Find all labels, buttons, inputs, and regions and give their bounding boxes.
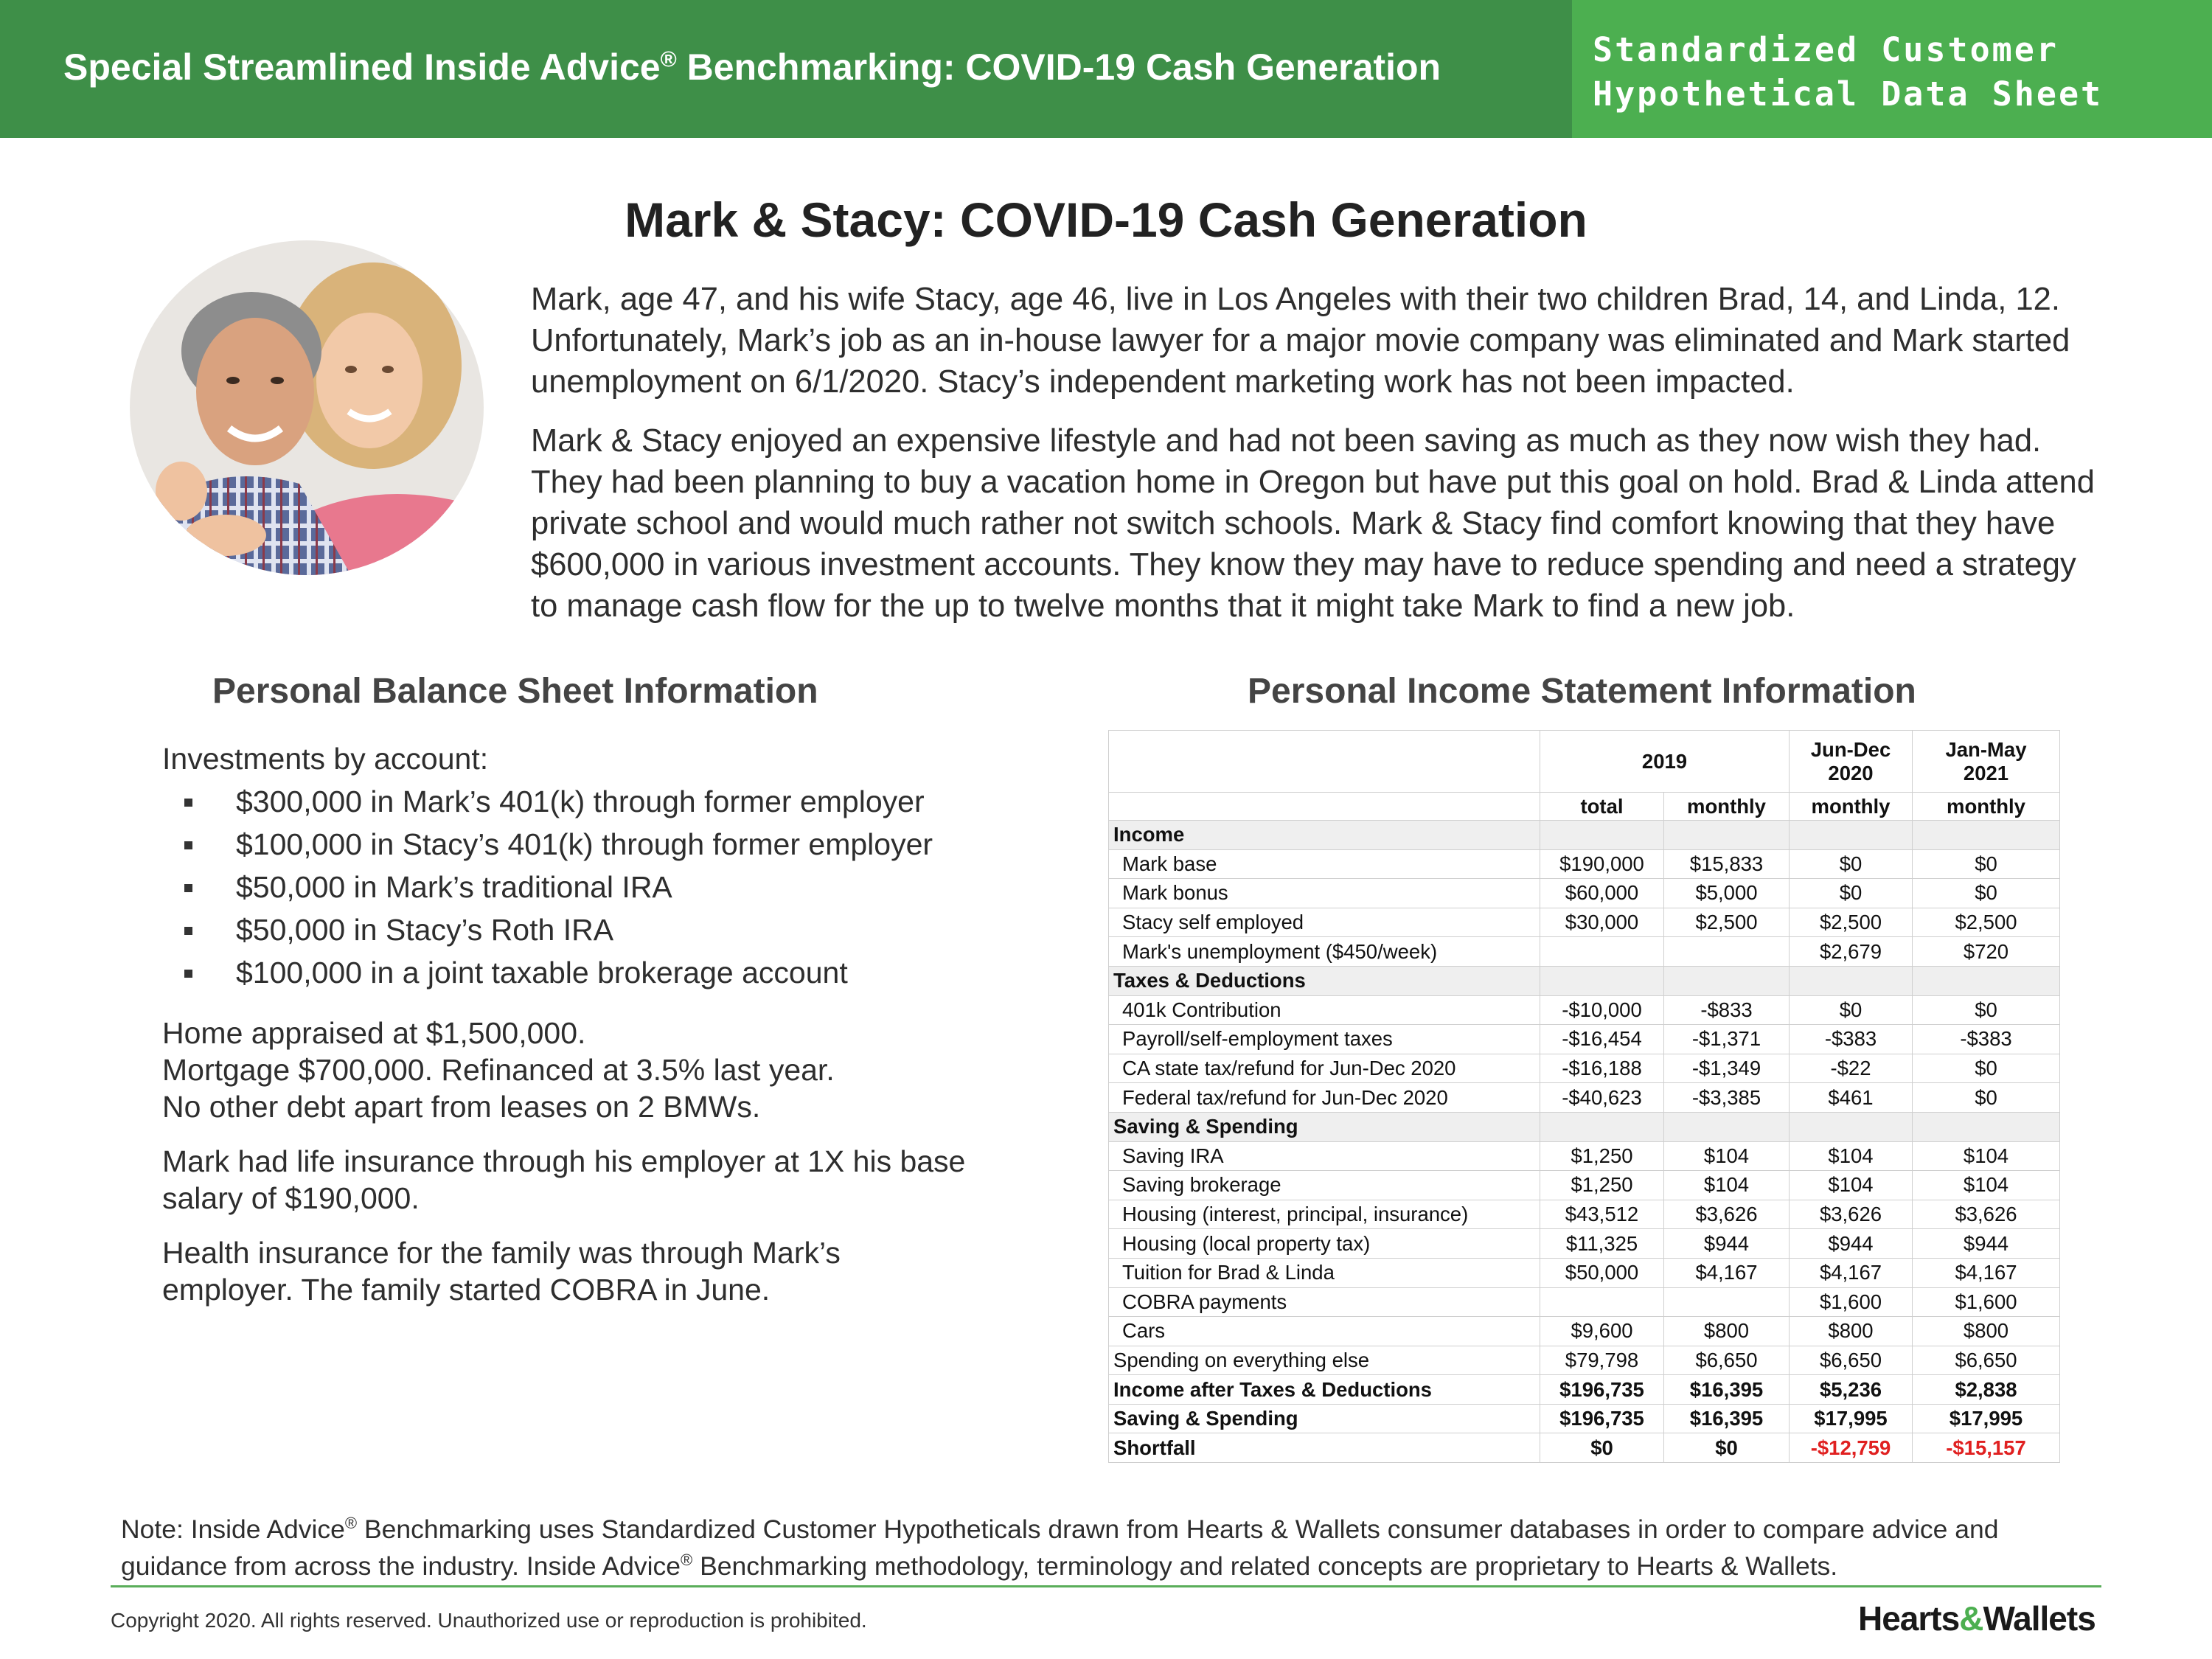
row-value: $17,995 [1913,1404,2060,1433]
investment-text: $300,000 in Mark’s 401(k) through former employer [236,785,925,818]
header-line: 2020 [1828,761,1874,785]
intro-line: Mark, age 47, and his wife Stacy, age 46, live in Los Angeles with their two children Brad, 14, and Linda, 12. [531,282,2060,317]
registered-mark: ® [660,47,677,72]
intro-line: They had been planning to buy a vacation home in Oregon but have put this goal on hold. Brad & Linda attend [531,465,2095,500]
table-row [1109,966,2060,995]
header-jan-may [1913,731,2060,793]
row-value: $16,395 [1664,1404,1790,1433]
row-value: $0 [1913,1083,2060,1113]
bullet-icon [184,970,192,978]
subheader-monthly: monthly [1664,793,1790,821]
row-value: $720 [1913,937,2060,967]
registered-mark: ® [344,1514,358,1532]
row-value [1790,1112,1913,1141]
health-line: Health insurance for the family was through Mark’s [162,1236,841,1270]
table-row [1109,908,2060,937]
row-value: $6,650 [1664,1346,1790,1375]
subheader-monthly: monthly [1913,793,2060,821]
investment-text: $100,000 in a joint taxable brokerage account [236,956,848,990]
income-statement-table [1108,730,2060,1463]
row-label: COBRA payments [1109,1287,1540,1317]
row-value: $16,395 [1664,1375,1790,1405]
row-value: $104 [1913,1171,2060,1200]
row-value [1540,1112,1664,1141]
list-item [162,866,1018,908]
row-value [1790,821,1913,850]
table-row [1109,1287,2060,1317]
list-item [162,951,1018,994]
row-label: Stacy self employed [1109,908,1540,937]
row-value: -$1,349 [1664,1054,1790,1083]
bullet-icon [184,841,192,849]
couple-photo [130,240,484,575]
balance-sheet-body [162,740,1018,1308]
row-value: $0 [1790,849,1913,879]
row-value: -$40,623 [1540,1083,1664,1113]
bullet-icon [184,884,192,892]
intro-line: unemployment on 6/1/2020. Stacy’s independent marketing work has not been impacted. [531,364,1795,400]
home-line: No other debt apart from leases on 2 BMWs. [162,1090,761,1124]
header-line: Jan-May [1945,737,2027,761]
row-value [1664,1112,1790,1141]
row-label: Federal tax/refund for Jun-Dec 2020 [1109,1083,1540,1113]
row-label: Saving & Spending [1109,1112,1540,1141]
header-blank [1109,731,1540,793]
table-row [1109,1433,2060,1463]
investment-text: $50,000 in Mark’s traditional IRA [236,870,672,904]
row-value [1664,966,1790,995]
intro-line: Unfortunately, Mark’s job as an in-house lawyer for a major movie company was eliminated and Mark started [531,323,2070,358]
row-value [1790,966,1913,995]
row-value [1913,821,2060,850]
row-value: $1,250 [1540,1171,1664,1200]
registered-mark: ® [681,1550,693,1569]
intro-paragraph-1 [531,279,2138,403]
row-value: $0 [1540,1433,1664,1463]
header-title-part: Benchmarking: COVID-19 Cash Generation [676,46,1441,88]
table-header-row [1109,731,2060,793]
row-value: $104 [1790,1141,1913,1171]
row-value [1540,937,1664,967]
row-value: $79,798 [1540,1346,1664,1375]
income-statement-heading: Personal Income Statement Information [1248,672,1916,711]
row-value [1913,966,2060,995]
intro-line: Mark & Stacy enjoyed an expensive lifestyle and had not been saving as much as they now wish they had. [531,423,2042,459]
row-value: $6,650 [1790,1346,1913,1375]
row-value: $800 [1790,1317,1913,1346]
row-label: Income [1109,821,1540,850]
row-value: $944 [1664,1229,1790,1259]
intro-line: to manage cash flow for the up to twelve months that it might take Mark to find a new job. [531,588,1795,624]
row-value: -$16,454 [1540,1025,1664,1054]
row-label: Housing (local property tax) [1109,1229,1540,1259]
row-label: Income after Taxes & Deductions [1109,1375,1540,1405]
bullet-icon [184,799,192,807]
home-info [162,1015,1018,1125]
row-value: $1,600 [1790,1287,1913,1317]
row-value: $196,735 [1540,1375,1664,1405]
row-value: -$383 [1790,1025,1913,1054]
hearts-wallets-logo [1858,1599,2096,1638]
page-title: Mark & Stacy: COVID-19 Cash Generation [625,192,1587,247]
intro-line: private school and would much rather not switch schools. Mark & Stacy find comfort knowing that they have [531,506,2056,541]
row-value [1540,966,1664,995]
row-value: -$1,371 [1664,1025,1790,1054]
logo-text: Wallets [1983,1599,2096,1638]
life-line: Mark had life insurance through his employer at 1X his base [162,1144,966,1178]
row-value: $196,735 [1540,1404,1664,1433]
row-value: $3,626 [1913,1200,2060,1229]
investments-list [162,780,1018,994]
header-title-part: Special Streamlined Inside Advice [63,46,661,88]
row-value: $43,512 [1540,1200,1664,1229]
row-value: $2,500 [1913,908,2060,937]
row-label: Housing (interest, principal, insurance) [1109,1200,1540,1229]
row-label: Shortfall [1109,1433,1540,1463]
row-label: CA state tax/refund for Jun-Dec 2020 [1109,1054,1540,1083]
row-value: -$833 [1664,995,1790,1025]
row-value: $0 [1913,879,2060,908]
header-2019: 2019 [1540,731,1790,793]
list-item [162,908,1018,951]
row-value: $4,167 [1790,1258,1913,1287]
bullet-icon [184,927,192,935]
note-text: Note: Inside Advice [121,1514,345,1544]
intro-line: $600,000 in various investment accounts. They know they may have to reduce spending and need a strategy [531,547,2076,582]
row-label: Saving brokerage [1109,1171,1540,1200]
row-value [1540,1287,1664,1317]
row-value: $17,995 [1790,1404,1913,1433]
row-value [1540,821,1664,850]
health-line: employer. The family started COBRA in June. [162,1273,771,1307]
row-value: $2,500 [1664,908,1790,937]
home-line: Mortgage $700,000. Refinanced at 3.5% last year. [162,1053,835,1087]
row-value [1664,937,1790,967]
row-value: -$16,188 [1540,1054,1664,1083]
row-value: $4,167 [1913,1258,2060,1287]
table-subheader-row [1109,793,2060,821]
life-line: salary of $190,000. [162,1181,420,1215]
row-value: $2,838 [1913,1375,2060,1405]
row-label: Saving IRA [1109,1141,1540,1171]
row-value: $6,650 [1913,1346,2060,1375]
row-label: Mark bonus [1109,879,1540,908]
header-side-line: Standardized Customer [1593,30,2059,69]
note-text: Benchmarking methodology, terminology and related concepts are proprietary to Hearts & Wallets. [692,1551,1838,1581]
table-row [1109,1317,2060,1346]
row-value: -$3,385 [1664,1083,1790,1113]
row-value: $0 [1664,1433,1790,1463]
disclaimer-note [121,1508,2171,1582]
investment-text: $100,000 in Stacy’s 401(k) through former employer [236,827,933,861]
header-jun-dec [1790,731,1913,793]
table-row [1109,879,2060,908]
table-row [1109,1054,2060,1083]
row-value: $3,626 [1790,1200,1913,1229]
table-body [1109,821,2060,1463]
row-value: $104 [1664,1171,1790,1200]
row-label: Spending on everything else [1109,1346,1540,1375]
table-row [1109,1112,2060,1141]
table-row [1109,1258,2060,1287]
row-value: $104 [1790,1171,1913,1200]
row-value: $5,000 [1664,879,1790,908]
subheader-blank [1109,793,1540,821]
row-value: $0 [1913,849,2060,879]
row-value: $944 [1913,1229,2060,1259]
row-value: $9,600 [1540,1317,1664,1346]
row-value: $5,236 [1790,1375,1913,1405]
row-label: Payroll/self-employment taxes [1109,1025,1540,1054]
subheader-monthly: monthly [1790,793,1913,821]
row-value: $190,000 [1540,849,1664,879]
row-label: Cars [1109,1317,1540,1346]
row-value: $0 [1913,995,2060,1025]
row-value: $944 [1790,1229,1913,1259]
row-value: $0 [1790,879,1913,908]
row-value: $1,250 [1540,1141,1664,1171]
row-value: $1,600 [1913,1287,2060,1317]
row-value: $0 [1790,995,1913,1025]
row-value [1913,1112,2060,1141]
row-value: $3,626 [1664,1200,1790,1229]
footer-divider [111,1585,2101,1587]
row-value: $2,679 [1790,937,1913,967]
row-value: $15,833 [1664,849,1790,879]
row-value: -$383 [1913,1025,2060,1054]
row-value: $2,500 [1790,908,1913,937]
header-line: 2021 [1963,761,2009,785]
header-title [63,46,1441,88]
row-value: $0 [1913,1054,2060,1083]
note-text: Benchmarking uses Standardized Customer Hypotheticals drawn from Hearts & Wallets consumer databases in order to compare advice and [357,1514,1999,1544]
row-value: -$12,759 [1790,1433,1913,1463]
row-value: $104 [1664,1141,1790,1171]
header-side-line: Hypothetical Data Sheet [1593,74,2104,114]
table-row [1109,1083,2060,1113]
list-item [162,780,1018,823]
home-line: Home appraised at $1,500,000. [162,1016,586,1050]
row-value: $800 [1913,1317,2060,1346]
row-value: -$10,000 [1540,995,1664,1025]
table-row [1109,1200,2060,1229]
note-text: guidance from across the industry. Inside Advice [121,1551,681,1581]
row-value: -$15,157 [1913,1433,2060,1463]
health-insurance-info [162,1234,1018,1308]
couple-photo-illustration [130,240,484,575]
row-value: $800 [1664,1317,1790,1346]
intro-paragraph-2 [531,420,2138,627]
table-row [1109,849,2060,879]
table-row [1109,1171,2060,1200]
header-side-text [1593,28,2103,116]
table-row [1109,1141,2060,1171]
row-value: $4,167 [1664,1258,1790,1287]
table-row [1109,821,2060,850]
row-value [1664,1287,1790,1317]
investments-label: Investments by account: [162,742,489,776]
investment-text: $50,000 in Stacy’s Roth IRA [236,913,614,947]
balance-sheet-heading: Personal Balance Sheet Information [212,672,818,711]
table-row [1109,937,2060,967]
table-row [1109,1375,2060,1405]
table-row [1109,1025,2060,1054]
row-label: Mark base [1109,849,1540,879]
row-value: -$22 [1790,1054,1913,1083]
row-label: 401k Contribution [1109,995,1540,1025]
row-value [1664,821,1790,850]
life-insurance-info [162,1143,1018,1217]
row-value: $50,000 [1540,1258,1664,1287]
table-row [1109,995,2060,1025]
row-value: $60,000 [1540,879,1664,908]
row-label: Mark's unemployment ($450/week) [1109,937,1540,967]
logo-text: Hearts [1858,1599,1960,1638]
list-item [162,823,1018,866]
copyright-text: Copyright 2020. All rights reserved. Unauthorized use or reproduction is prohibited. [111,1609,867,1632]
row-value: $11,325 [1540,1229,1664,1259]
row-label: Taxes & Deductions [1109,966,1540,995]
row-value: $104 [1913,1141,2060,1171]
subheader-total: total [1540,793,1664,821]
row-label: Saving & Spending [1109,1404,1540,1433]
table-row [1109,1404,2060,1433]
table-row [1109,1229,2060,1259]
logo-ampersand: & [1959,1599,1983,1638]
header-line: Jun-Dec [1810,737,1891,761]
row-label: Tuition for Brad & Linda [1109,1258,1540,1287]
table-row [1109,1346,2060,1375]
row-value: $461 [1790,1083,1913,1113]
row-value: $30,000 [1540,908,1664,937]
